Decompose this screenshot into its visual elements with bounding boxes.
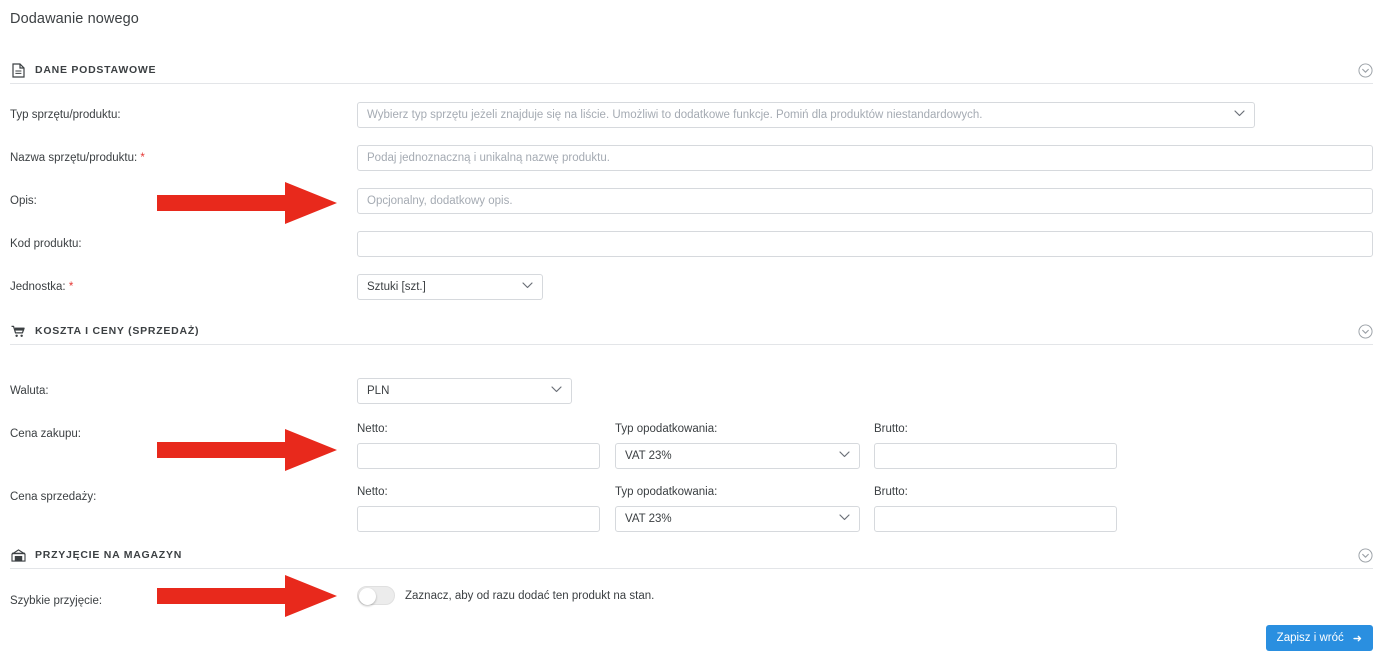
label-sale-brutto: Brutto: [874,486,908,498]
section-label: KOSZTA I CENY (SPRZEDAŻ) [35,325,200,337]
unit-select[interactable] [357,274,543,300]
currency-select[interactable] [357,378,572,404]
chevron-down-icon [839,451,850,461]
product-code-input[interactable] [357,231,1373,257]
quick-receipt-toggle-text: Zaznacz, aby od razu dodać ten produkt na stan. [405,590,655,602]
purchase-tax-select[interactable] [615,443,860,469]
name-input[interactable] [357,145,1373,171]
label-cena-sprzedazy: Cena sprzedaży: [10,491,97,503]
sale-brutto-input[interactable] [874,506,1117,532]
section-label: PRZYJĘCIE NA MAGAZYN [35,549,183,561]
label-sale-netto: Netto: [357,486,388,498]
label-typ-sprzetu: Typ sprzętu/produktu: [10,109,121,121]
purchase-netto-input[interactable] [357,443,600,469]
arrow-right-icon: ➜ [1352,632,1362,645]
currency-select-value: PLN [367,385,390,397]
label-purchase-brutto: Brutto: [874,423,908,435]
chevron-down-circle-icon[interactable] [1357,547,1373,563]
label-sale-tax-type: Typ opodatkowania: [615,486,718,498]
document-icon [10,62,26,78]
quick-receipt-toggle[interactable] [357,586,395,605]
section-divider [10,344,1373,345]
type-select-value: Wybierz typ sprzętu jeżeli znajduje się na liście. Umożliwi to dodatkowe funkcje. Pomiń dla produktów niestandardowych. [367,109,983,121]
purchase-brutto-input[interactable] [874,443,1117,469]
chevron-down-circle-icon[interactable] [1357,323,1373,339]
description-input[interactable] [357,188,1373,214]
section-label: DANE PODSTAWOWE [35,64,157,76]
toggle-knob [359,588,376,605]
sale-tax-select[interactable] [615,506,860,532]
label-kod-produktu: Kod produktu: [10,238,82,250]
chevron-down-icon [522,282,533,292]
label-opis: Opis: [10,195,37,207]
label-purchase-netto: Netto: [357,423,388,435]
section-divider [10,568,1373,569]
section-header-przyjecie-na-magazyn[interactable] [10,542,1373,568]
chevron-down-icon [1234,110,1245,120]
label-szybkie-przyjecie: Szybkie przyjęcie: [10,595,103,607]
save-and-return-button[interactable] [1266,625,1373,651]
sale-netto-input[interactable] [357,506,600,532]
purchase-tax-value: VAT 23% [625,450,672,462]
warehouse-icon [10,547,26,563]
annotation-arrow-opis [157,182,337,224]
section-header-dane-podstawowe[interactable] [10,57,1373,83]
chevron-down-icon [551,386,562,396]
label-purchase-tax-type: Typ opodatkowania: [615,423,718,435]
label-jednostka: Jednostka: * [10,281,74,293]
label-cena-zakupu: Cena zakupu: [10,428,81,440]
label-waluta: Waluta: [10,385,49,397]
page-title: Dodawanie nowego [10,11,139,27]
section-header-koszta-i-ceny[interactable] [10,318,1373,344]
sale-tax-value: VAT 23% [625,513,672,525]
chevron-down-icon [839,514,850,524]
annotation-arrow-szybkie-przyjecie [157,575,337,617]
unit-select-value: Sztuki [szt.] [367,281,426,293]
save-button-label: Zapisz i wróć [1276,632,1344,644]
label-nazwa-sprzetu: Nazwa sprzętu/produktu: * [10,152,145,164]
type-select[interactable] [357,102,1255,128]
chevron-down-circle-icon[interactable] [1357,62,1373,78]
cart-icon [10,323,26,339]
annotation-arrow-cena-zakupu [157,429,337,471]
section-divider [10,83,1373,84]
